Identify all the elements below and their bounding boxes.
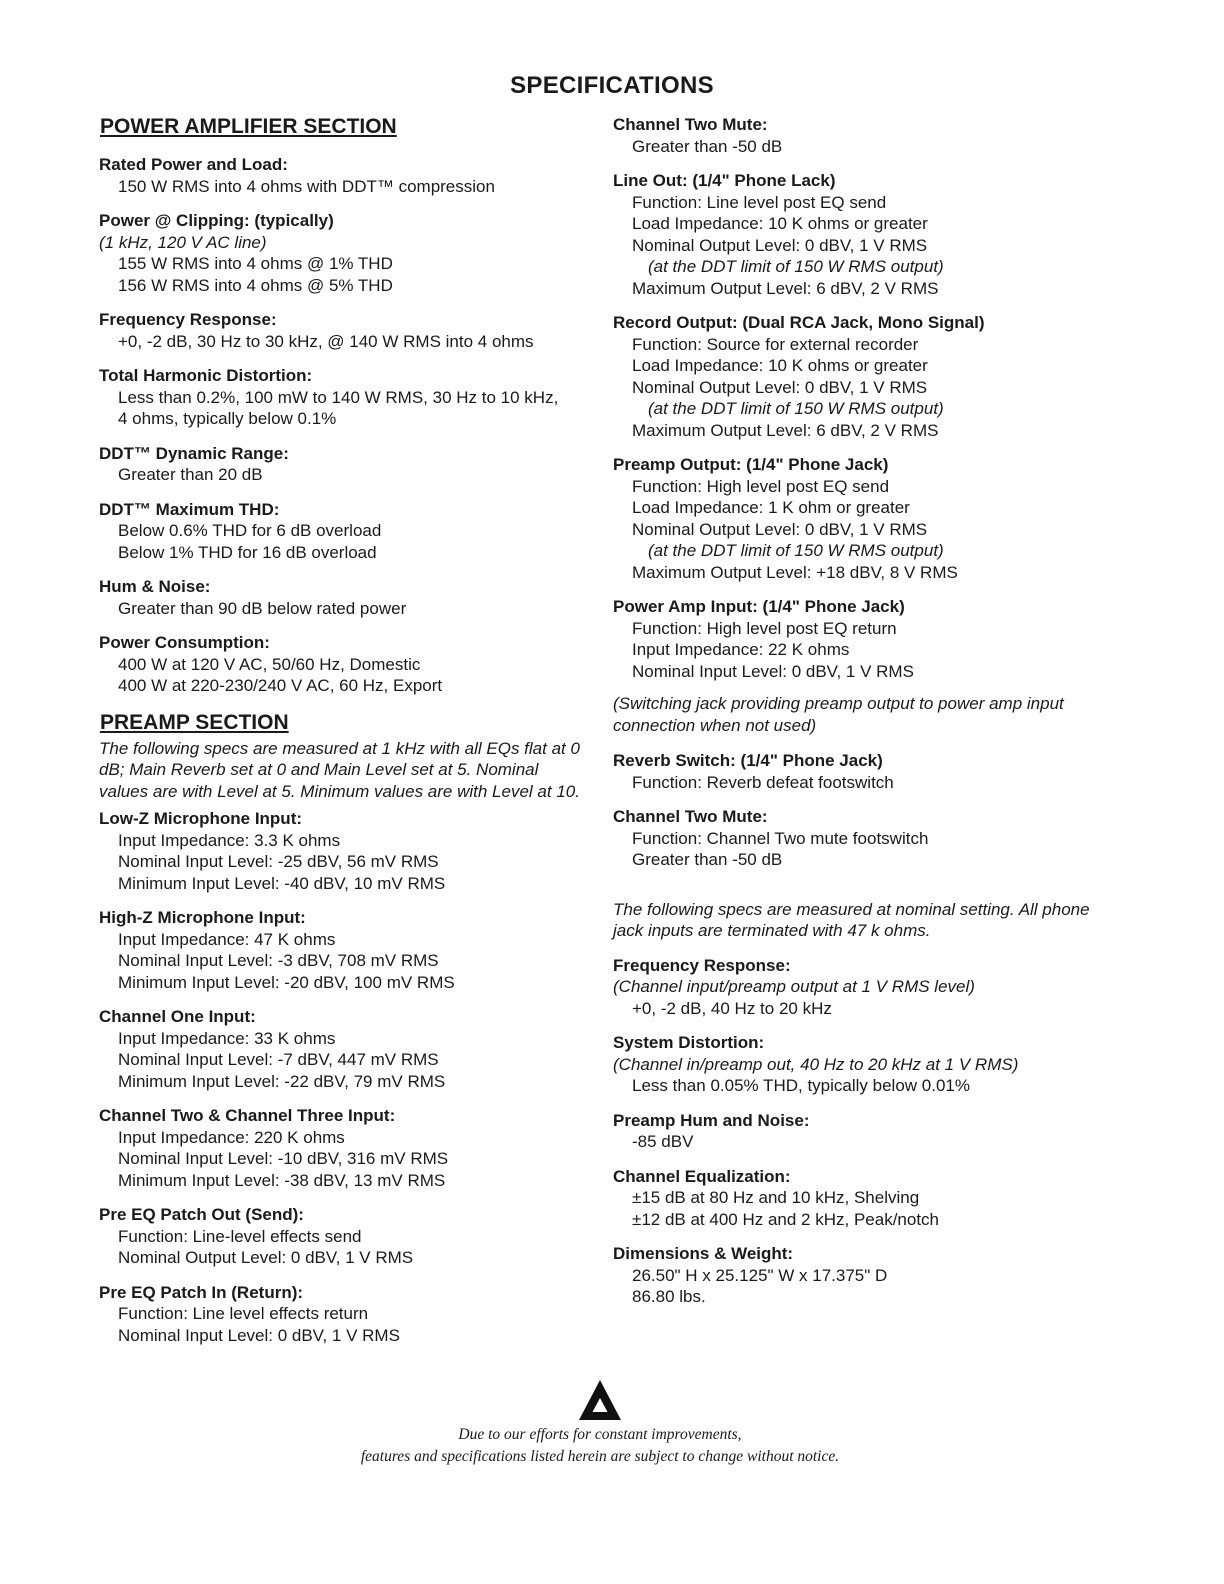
spec-value: 26.50" H x 25.125" W x 17.375" D xyxy=(632,1265,888,1285)
spec-item xyxy=(613,114,1113,157)
spec-value: Minimum Input Level: -22 dBV, 79 mV RMS xyxy=(118,1071,446,1091)
spec-value: Function: Channel Two mute footswitch xyxy=(632,828,929,848)
spec-item xyxy=(613,806,1113,871)
spec-item xyxy=(99,210,589,296)
spec-condition: (1 kHz, 120 V AC line) xyxy=(99,232,267,252)
spec-value: +0, -2 dB, 40 Hz to 20 kHz xyxy=(632,998,832,1018)
spec-value: -85 dBV xyxy=(632,1132,694,1151)
spec-value: Nominal Input Level: 0 dBV, 1 V RMS xyxy=(118,1325,400,1345)
peavey-triangle-logo-icon xyxy=(576,1378,624,1424)
spec-value: Function: Line-level effects send xyxy=(118,1226,362,1246)
spec-note: (at the DDT limit of 150 W RMS output) xyxy=(648,541,944,560)
spec-label: Channel Two Mute: xyxy=(613,115,768,134)
spec-note: (at the DDT limit of 150 W RMS output) xyxy=(648,257,944,276)
spec-value: ±15 dB at 80 Hz and 10 kHz, Shelving xyxy=(632,1188,920,1207)
power-specs-list xyxy=(99,154,589,697)
spec-label: Record Output: (Dual RCA Jack, Mono Signal) xyxy=(613,313,985,332)
spec-value: Below 0.6% THD for 6 dB overload xyxy=(118,521,382,540)
spec-label: Channel Two Mute: xyxy=(613,807,768,826)
spec-label: High-Z Microphone Input: xyxy=(99,908,306,927)
preamp-specs-list xyxy=(99,808,589,1346)
spec-value: Load Impedance: 1 K ohm or greater xyxy=(632,498,910,517)
spec-item xyxy=(613,1032,1113,1097)
disclaimer-line-2: features and specifications listed herein are subject to change without notice. xyxy=(360,1448,840,1465)
spec-label: DDT™ Dynamic Range: xyxy=(99,443,289,463)
preamp-intro: The following specs are measured at 1 kHz with all EQs flat at 0 dB; Main Reverb set at 0 and Main Level set at 5. Nominal values are with Level at 5. Minimum values are with Level at 10. xyxy=(99,738,580,801)
spec-note: (at the DDT limit of 150 W RMS output) xyxy=(648,399,944,418)
spec-value: Nominal Output Level: 0 dBV, 1 V RMS xyxy=(632,377,928,397)
spec-value: Function: High level post EQ return xyxy=(632,618,897,638)
spec-value: Function: Source for external recorder xyxy=(632,334,919,354)
spec-label: Pre EQ Patch In (Return): xyxy=(99,1282,304,1302)
spec-value: +0, -2 dB, 30 Hz to 30 kHz, @ 140 W RMS into 4 ohms xyxy=(118,331,534,351)
spec-value: Maximum Output Level: +18 dBV, 8 V RMS xyxy=(632,562,958,582)
spec-value: Input Impedance: 22 K ohms xyxy=(632,640,850,659)
spec-label: Reverb Switch: (1/4" Phone Jack) xyxy=(613,751,883,770)
page-title: SPECIFICATIONS xyxy=(510,72,714,99)
spec-item xyxy=(99,499,589,564)
spec-label: DDT™ Maximum THD: xyxy=(99,499,280,519)
spec-label: Power @ Clipping: (typically) xyxy=(99,211,334,230)
spec-condition: (Channel input/preamp output at 1 V RMS level) xyxy=(613,977,975,996)
spec-item xyxy=(99,808,589,894)
spec-value: Nominal Input Level: 0 dBV, 1 V RMS xyxy=(632,661,914,681)
spec-item xyxy=(613,750,1113,793)
spec-item xyxy=(99,365,589,430)
spec-item xyxy=(99,576,589,619)
spec-label: Channel Two & Channel Three Input: xyxy=(99,1106,396,1125)
disclaimer-footer xyxy=(0,1424,1200,1468)
spec-value: Function: Line level post EQ send xyxy=(632,192,887,212)
spec-label: Preamp Hum and Noise: xyxy=(613,1110,810,1130)
spec-value: Input Impedance: 33 K ohms xyxy=(118,1028,336,1048)
spec-value: Load Impedance: 10 K ohms or greater xyxy=(632,356,928,375)
spec-label: Line Out: (1/4" Phone Lack) xyxy=(613,171,836,190)
spec-value: Below 1% THD for 16 dB overload xyxy=(118,542,377,562)
spec-label: Frequency Response: xyxy=(613,955,791,975)
spec-item xyxy=(99,1006,589,1092)
spec-value: Nominal Input Level: -7 dBV, 447 mV RMS xyxy=(118,1050,439,1069)
spec-item xyxy=(613,1110,1113,1153)
spec-value: 4 ohms, typically below 0.1% xyxy=(118,409,337,428)
spec-value: Input Impedance: 220 K ohms xyxy=(118,1127,345,1147)
spec-label: Power Amp Input: (1/4" Phone Jack) xyxy=(613,597,905,616)
spec-value: Minimum Input Level: -38 dBV, 13 mV RMS xyxy=(118,1170,446,1190)
spec-value: Nominal Output Level: 0 dBV, 1 V RMS xyxy=(632,235,928,255)
spec-label: Channel Equalization: xyxy=(613,1166,791,1186)
disclaimer-line-1: Due to our efforts for constant improvements, xyxy=(458,1426,742,1443)
spec-label: Frequency Response: xyxy=(99,310,277,329)
spec-item xyxy=(613,955,1113,1020)
spec-value: Maximum Output Level: 6 dBV, 2 V RMS xyxy=(632,278,939,298)
power-amplifier-heading: POWER AMPLIFIER SECTION xyxy=(100,115,397,138)
spec-label: Total Harmonic Distortion: xyxy=(99,366,313,385)
spec-item xyxy=(99,443,589,486)
spec-value: Nominal Input Level: -3 dBV, 708 mV RMS xyxy=(118,951,439,970)
preamp-heading: PREAMP SECTION xyxy=(100,710,289,734)
spec-value: Nominal Output Level: 0 dBV, 1 V RMS xyxy=(118,1248,414,1267)
spec-value: Function: High level post EQ send xyxy=(632,476,890,496)
spec-value: Minimum Input Level: -20 dBV, 100 mV RMS xyxy=(118,972,455,992)
spec-value: Input Impedance: 3.3 K ohms xyxy=(118,830,341,850)
spec-item xyxy=(99,309,589,352)
spec-value: Nominal Input Level: -10 dBV, 316 mV RMS xyxy=(118,1149,449,1168)
spec-item xyxy=(613,312,1113,441)
spec-condition: (Channel in/preamp out, 40 Hz to 20 kHz at 1 V RMS) xyxy=(613,1054,1019,1074)
spec-label: Pre EQ Patch Out (Send): xyxy=(99,1205,304,1224)
spec-item xyxy=(613,170,1113,299)
spec-label: Low-Z Microphone Input: xyxy=(99,809,303,828)
spec-value: 156 W RMS into 4 ohms @ 5% THD xyxy=(118,275,393,295)
spec-value: Function: Reverb defeat footswitch xyxy=(632,772,894,792)
spec-value: 86.80 lbs. xyxy=(632,1287,706,1306)
spec-item xyxy=(99,907,589,993)
spec-value: ±12 dB at 400 Hz and 2 kHz, Peak/notch xyxy=(632,1209,940,1229)
spec-value: Load Impedance: 10 K ohms or greater xyxy=(632,214,928,233)
output-specs-list xyxy=(613,114,1113,682)
spec-value: Minimum Input Level: -40 dBV, 10 mV RMS xyxy=(118,873,446,893)
system-specs-list xyxy=(613,955,1113,1308)
spec-item xyxy=(613,1243,1113,1308)
spec-value: 400 W at 220-230/240 V AC, 60 Hz, Export xyxy=(118,676,443,695)
spec-item xyxy=(99,1204,589,1269)
left-column xyxy=(99,114,589,1359)
spec-item xyxy=(99,1105,589,1191)
switching-jack-note: (Switching jack providing preamp output to power amp input connection when not used) xyxy=(613,694,1064,735)
spec-label: Power Consumption: xyxy=(99,633,270,652)
spec-value: Greater than -50 dB xyxy=(632,850,783,869)
spec-label: Channel One Input: xyxy=(99,1007,256,1026)
spec-value: 150 W RMS into 4 ohms with DDT™ compression xyxy=(118,176,495,196)
spec-item xyxy=(613,596,1113,682)
spec-label: System Distortion: xyxy=(613,1033,765,1052)
spec-item xyxy=(99,1282,589,1347)
spec-value: Input Impedance: 47 K ohms xyxy=(118,929,336,949)
spec-item xyxy=(99,632,589,697)
spec-label: Dimensions & Weight: xyxy=(613,1244,794,1263)
spec-value: 155 W RMS into 4 ohms @ 1% THD xyxy=(118,254,393,273)
spec-value: Nominal Output Level: 0 dBV, 1 V RMS xyxy=(632,519,928,539)
spec-item xyxy=(613,454,1113,583)
spec-value: Greater than 90 dB below rated power xyxy=(118,598,407,618)
spec-item xyxy=(99,154,589,197)
nominal-setting-intro: The following specs are measured at nominal setting. All phone jack inputs are terminated with 47 k ohms. xyxy=(613,899,1090,940)
spec-item xyxy=(613,1166,1113,1231)
spec-value: Function: Line level effects return xyxy=(118,1304,369,1323)
spec-label: Preamp Output: (1/4" Phone Jack) xyxy=(613,455,889,474)
spec-value: Less than 0.05% THD, typically below 0.01% xyxy=(632,1076,970,1095)
spec-label: Hum & Noise: xyxy=(99,577,211,596)
spec-value: Greater than 20 dB xyxy=(118,465,263,484)
spec-label: Rated Power and Load: xyxy=(99,155,288,174)
spec-value: Less than 0.2%, 100 mW to 140 W RMS, 30 Hz to 10 kHz, xyxy=(118,387,559,407)
right-column xyxy=(613,114,1113,1321)
spec-value: Nominal Input Level: -25 dBV, 56 mV RMS xyxy=(118,852,439,871)
spec-value: 400 W at 120 V AC, 50/60 Hz, Domestic xyxy=(118,654,421,674)
spec-value: Maximum Output Level: 6 dBV, 2 V RMS xyxy=(632,420,939,440)
footswitch-specs-list xyxy=(613,750,1113,871)
spec-value: Greater than -50 dB xyxy=(632,136,783,156)
